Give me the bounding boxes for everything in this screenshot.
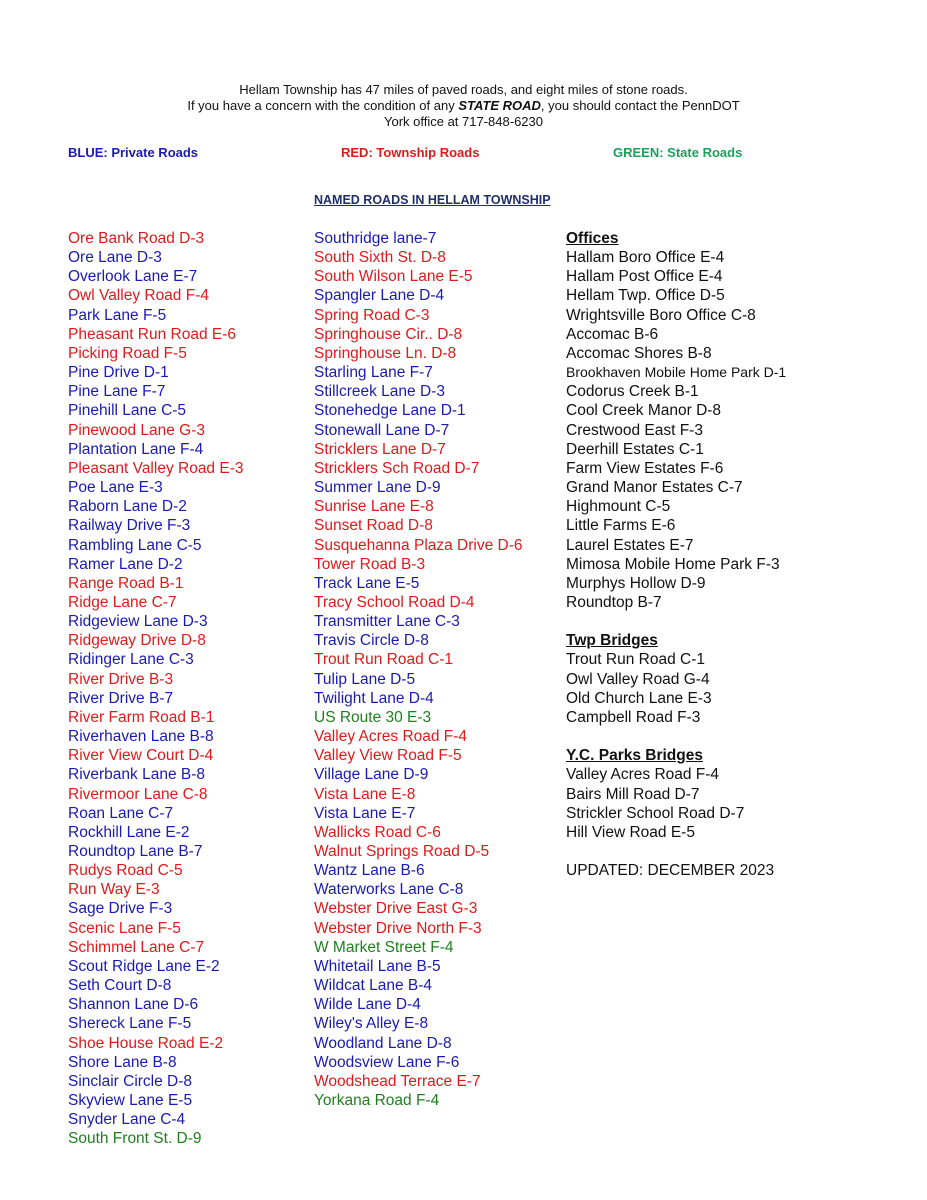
road-item: Sunrise Lane E-8 <box>314 498 434 516</box>
road-item: Ridinger Lane C-3 <box>68 651 194 669</box>
list-item: Deerhill Estates C-1 <box>566 440 704 458</box>
list-item: Little Farms E-6 <box>566 517 676 535</box>
road-item: Webster Drive East G-3 <box>314 900 478 918</box>
road-item: Village Lane D-9 <box>314 766 429 784</box>
list-item: Farm View Estates F-6 <box>566 459 724 477</box>
road-item: Spring Road C-3 <box>314 306 430 324</box>
list-item: Highmount C-5 <box>566 498 671 516</box>
road-item: South Front St. D-9 <box>68 1130 202 1148</box>
road-item: Overlook Lane E-7 <box>68 268 198 286</box>
intro-line-1: Hellam Township has 47 miles of paved roads, and eight miles of stone roads. <box>239 82 688 97</box>
road-item: Rockhill Lane E-2 <box>68 823 190 841</box>
list-item: Codorus Creek B-1 <box>566 383 699 401</box>
list-item: Bairs Mill Road D-7 <box>566 785 700 803</box>
road-item: Ridgeview Lane D-3 <box>68 613 208 631</box>
road-item: Vista Lane E-7 <box>314 804 416 822</box>
road-item: Vista Lane E-8 <box>314 785 416 803</box>
road-item: Wildcat Lane B-4 <box>314 977 433 995</box>
list-item: Valley Acres Road F-4 <box>566 766 720 784</box>
road-item: Shannon Lane D-6 <box>68 996 199 1014</box>
list-item: Trout Run Road C-1 <box>566 651 705 669</box>
list-item: Hill View Road E-5 <box>566 823 695 841</box>
twp-bridges-list <box>566 650 786 727</box>
road-item: Webster Drive North F-3 <box>314 919 482 937</box>
road-item: Waterworks Lane C-8 <box>314 881 464 899</box>
road-item: Shore Lane B-8 <box>68 1053 177 1071</box>
road-item: Pinewood Lane G-3 <box>68 421 206 439</box>
road-item: Wantz Lane B-6 <box>314 862 425 880</box>
list-item: Hallam Boro Office E-4 <box>566 249 725 267</box>
road-item: River View Court D-4 <box>68 747 214 765</box>
yc-parks-bridges-title: Y.C. Parks Bridges <box>566 747 703 765</box>
road-item: W Market Street F-4 <box>314 938 454 956</box>
list-item: Laurel Estates E-7 <box>566 536 694 554</box>
list-item: Owl Valley Road G-4 <box>566 670 710 688</box>
road-item: Riverbank Lane B-8 <box>68 766 205 784</box>
road-item: Springhouse Ln. D-8 <box>314 344 457 362</box>
road-item: Sunset Road D-8 <box>314 517 433 535</box>
road-item: Rambling Lane C-5 <box>68 536 202 554</box>
intro-line-3: York office at 717-848-6230 <box>383 114 543 129</box>
road-item: Ramer Lane D-2 <box>68 555 183 573</box>
road-item: Travis Circle D-8 <box>314 632 429 650</box>
road-item: Ridgeway Drive D-8 <box>68 632 206 650</box>
road-item: Owl Valley Road F-4 <box>68 287 209 305</box>
road-item: Sage Drive F-3 <box>68 900 173 918</box>
legend-township-roads: RED: Township Roads <box>341 145 480 160</box>
road-item: Valley View Road F-5 <box>314 747 462 765</box>
road-item: Pinehill Lane C-5 <box>68 402 187 420</box>
offices-column <box>566 229 786 880</box>
road-item: Roan Lane C-7 <box>68 804 174 822</box>
road-item: Whitetail Lane B-5 <box>314 957 441 975</box>
road-item: Southridge lane-7 <box>314 230 437 247</box>
road-item: Summer Lane D-9 <box>314 479 441 497</box>
road-item: River Drive B-3 <box>68 670 174 688</box>
road-item: Park Lane F-5 <box>68 306 167 324</box>
spacer <box>566 842 786 861</box>
list-item: Campbell Road F-3 <box>566 708 701 726</box>
road-item: Woodland Lane D-8 <box>314 1034 452 1052</box>
road-item: Tower Road B-3 <box>314 555 426 573</box>
road-item: Wallicks Road C-6 <box>314 823 441 841</box>
spacer <box>566 727 786 746</box>
road-item: Stillcreek Lane D-3 <box>314 383 445 401</box>
road-item: Stricklers Lane D-7 <box>314 440 446 458</box>
road-item: Transmitter Lane C-3 <box>314 613 460 631</box>
road-item: Stonewall Lane D-7 <box>314 421 450 439</box>
list-item: Old Church Lane E-3 <box>566 689 712 707</box>
road-item: South Wilson Lane E-5 <box>314 268 473 286</box>
roads-column-2 <box>314 229 523 1110</box>
named-roads-heading: NAMED ROADS IN HELLAM TOWNSHIP <box>314 193 551 207</box>
road-item: Wiley's Alley E-8 <box>314 1015 429 1033</box>
road-item: Plantation Lane F-4 <box>68 440 204 458</box>
road-item: Valley Acres Road F-4 <box>314 728 468 746</box>
intro-text <box>0 82 927 130</box>
road-item: Trout Run Road C-1 <box>314 651 453 669</box>
road-item: Roundtop Lane B-7 <box>68 843 203 860</box>
offices-list <box>566 248 786 612</box>
list-item: Murphys Hollow D-9 <box>566 574 706 592</box>
legend-state-roads: GREEN: State Roads <box>613 145 743 160</box>
road-item: Pleasant Valley Road E-3 <box>68 459 244 477</box>
road-item: Sinclair Circle D-8 <box>68 1072 193 1090</box>
road-item: Shereck Lane F-5 <box>68 1015 192 1033</box>
road-item: Seth Court D-8 <box>68 977 172 995</box>
road-item: Springhouse Cir.. D-8 <box>314 325 463 343</box>
road-item: Pine Lane F-7 <box>68 383 166 401</box>
road-item: Range Road B-1 <box>68 574 184 592</box>
list-item: Hallam Post Office E-4 <box>566 268 723 286</box>
roads-column-1 <box>68 229 243 1149</box>
list-item: Grand Manor Estates C-7 <box>566 479 743 497</box>
twp-bridges-title: Twp Bridges <box>566 632 658 650</box>
road-item: Rudys Road C-5 <box>68 862 183 880</box>
list-item: Cool Creek Manor D-8 <box>566 402 722 420</box>
updated-date: UPDATED: DECEMBER 2023 <box>566 862 775 880</box>
list-item: Strickler School Road D-7 <box>566 804 745 822</box>
road-item: US Route 30 E-3 <box>314 708 432 726</box>
road-item: Pheasant Run Road E-6 <box>68 325 237 343</box>
road-item: Skyview Lane E-5 <box>68 1092 193 1110</box>
road-item: Snyder Lane C-4 <box>68 1111 186 1129</box>
road-item: Woodshead Terrace E-7 <box>314 1072 481 1090</box>
offices-title: Offices <box>566 230 619 247</box>
road-item: Schimmel Lane C-7 <box>68 938 205 956</box>
road-item: Railway Drive F-3 <box>68 517 191 535</box>
road-item: River Drive B-7 <box>68 689 174 707</box>
spacer <box>566 612 786 631</box>
state-road-emphasis: STATE ROAD <box>458 98 541 113</box>
road-item: Ridge Lane C-7 <box>68 593 177 611</box>
road-item: Ore Bank Road D-3 <box>68 230 205 247</box>
road-item: Raborn Lane D-2 <box>68 498 187 516</box>
road-item: Picking Road F-5 <box>68 344 187 362</box>
road-item: Starling Lane F-7 <box>314 364 433 382</box>
road-item: Ore Lane D-3 <box>68 249 162 267</box>
list-item: Roundtop B-7 <box>566 593 662 611</box>
yc-parks-bridges-list <box>566 765 786 842</box>
list-item: Accomac B-6 <box>566 325 659 343</box>
legend-private-roads: BLUE: Private Roads <box>68 145 199 160</box>
road-item: Rivermoor Lane C-8 <box>68 785 208 803</box>
road-item: Tracy School Road D-4 <box>314 593 475 611</box>
road-item: Run Way E-3 <box>68 881 160 899</box>
list-item: Brookhaven Mobile Home Park D-1 <box>566 364 787 381</box>
road-item: Riverhaven Lane B-8 <box>68 728 214 746</box>
road-item: River Farm Road B-1 <box>68 708 215 726</box>
road-item: Wilde Lane D-4 <box>314 996 421 1014</box>
road-item: Poe Lane E-3 <box>68 479 163 497</box>
intro-line-2 <box>0 98 927 114</box>
road-item: Track Lane E-5 <box>314 574 420 592</box>
road-item: Yorkana Road F-4 <box>314 1092 440 1110</box>
road-item: Woodsview Lane F-6 <box>314 1053 460 1071</box>
road-item: Shoe House Road E-2 <box>68 1034 224 1052</box>
road-item: Walnut Springs Road D-5 <box>314 843 490 860</box>
list-item: Hellam Twp. Office D-5 <box>566 287 725 305</box>
road-item: Stricklers Sch Road D-7 <box>314 459 480 477</box>
list-item: Wrightsville Boro Office C-8 <box>566 306 756 324</box>
road-item: Pine Drive D-1 <box>68 364 169 382</box>
road-item: Stonehedge Lane D-1 <box>314 402 466 420</box>
list-item: Accomac Shores B-8 <box>566 344 712 362</box>
road-item: Scout Ridge Lane E-2 <box>68 957 220 975</box>
list-item: Mimosa Mobile Home Park F-3 <box>566 555 780 573</box>
road-item: South Sixth St. D-8 <box>314 249 446 267</box>
road-item: Susquehanna Plaza Drive D-6 <box>314 536 523 554</box>
intro-line-2-pre: If you have a concern with the condition of any <box>187 98 459 113</box>
intro-line-2-post: , you should contact the PennDOT <box>540 98 740 113</box>
road-item: Spangler Lane D-4 <box>314 287 445 305</box>
road-item: Scenic Lane F-5 <box>68 919 181 937</box>
road-item: Twilight Lane D-4 <box>314 689 434 707</box>
road-item: Tulip Lane D-5 <box>314 670 416 688</box>
list-item: Crestwood East F-3 <box>566 421 703 439</box>
